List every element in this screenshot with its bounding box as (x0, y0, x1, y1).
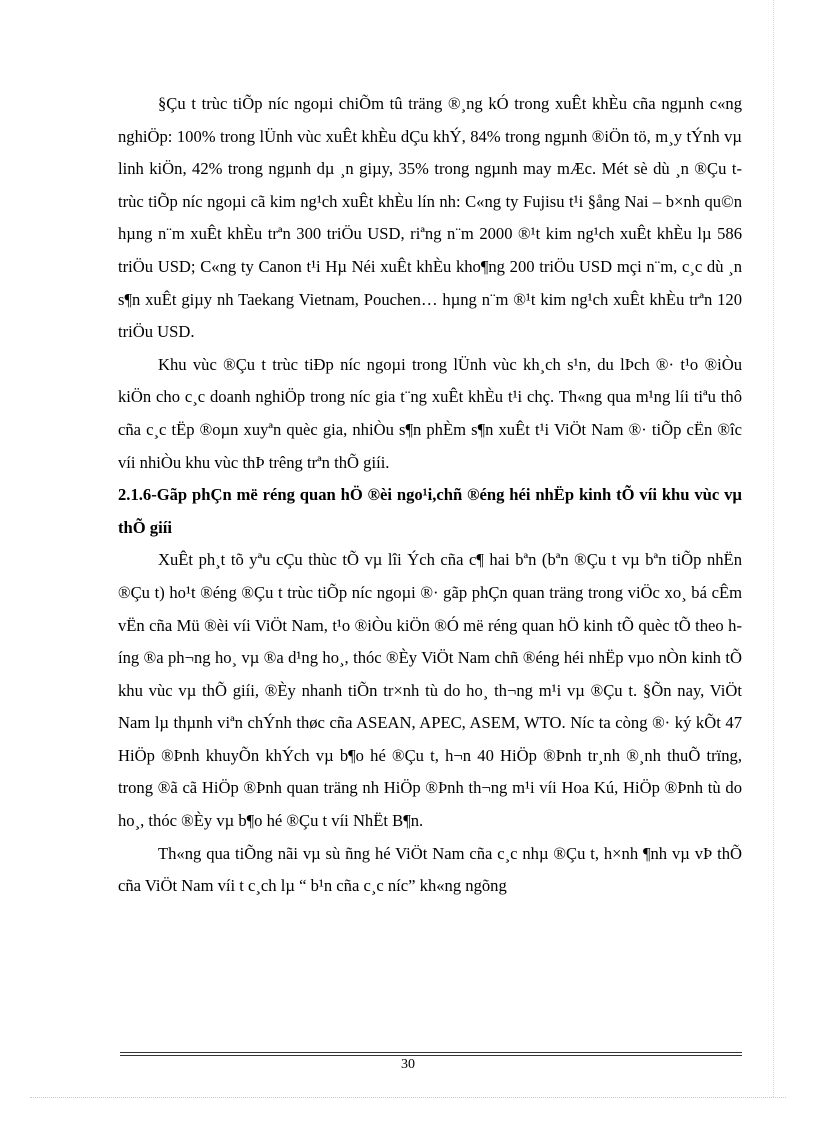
page-number: 30 (401, 1057, 415, 1072)
page-right-edge (773, 0, 774, 1097)
paragraph-fdi-exports: §Çu t trùc tiÕp níc ngoµi chiÕm tû träng ®¸ng kÓ trong xuÊt khÈu cña ngµnh c«ng nghiÖp: 100% trong lÜnh vùc xuÊt khÈu dÇu khÝ, 84% trong ngµnh ®iÖn tö, m¸y tÝnh vµ linh kiÖn, 42% trong ngµnh dµ ¸n giµy, 35% trong ngµnh may mÆc. Mét sè dù ¸n ®Çu t trùc tiÕp níc ngoµi cã kim ng¹ch xuÊt khÈu lín nh: C«ng ty Fujisu t¹i §ång Nai – b×nh qu©n hµng n¨m xuÊt khÈu trªn 300 triÖu USD, riªng n¨m 2000 ®¹t kim ng¹ch xuÊt khÈu lµ 586 triÖu USD; C«ng ty Canon t¹i Hµ Néi xuÊt khÈu kho¶ng 200 triÖu USD mçi n¨m, c¸c dù ¸n s¶n xuÊt giµy nh Taekang Vietnam, Pouchen… hµng n¨m ®¹t kim ng¹ch xuÊt khÈu trªn 120 triÖu USD. (118, 94, 742, 342)
page-bottom-edge (30, 1097, 786, 1098)
page-content (118, 88, 742, 903)
section-heading-2-1-6: 2.1.6-Gãp phÇn më réng quan hÖ ®èi ngo¹i,chñ ®éng héi nhËp kinh tÕ víi khu vùc vµ thÕ giíi (118, 485, 742, 537)
paragraph-fdi-tourism: Khu vùc ®Çu t trùc tiÐp níc ngoµi trong lÜnh vùc kh¸ch s¹n, du lÞch ®· t¹o ®iÒu kiÖn cho c¸c doanh nghiÖp trong níc gia t¨ng xuÊt khÈu t¹i chç. Th«ng qua m¹ng líi tiªu thô cña c¸c tËp ®oµn xuyªn quèc gia, nhiÒu s¶n phÈm s¶n xuÊt t¹i ViÖt Nam ®· tiÕp cËn ®îc víi nhiÒu khu vùc thÞ trêng trªn thÕ giíi. (118, 354, 742, 472)
paragraph-investor-support: Th«ng qua tiÕng nãi vµ sù ñng hé ViÖt Nam cña c¸c nhµ ®Çu t, h×nh ¶nh vµ vÞ thÕ cña ViÖt Nam víi t c¸ch lµ “ b¹n cña c¸c níc” kh«ng ngõng (118, 843, 742, 896)
paragraph-fdi-foreign-relations: XuÊt ph¸t tõ yªu cÇu thùc tÕ vµ lîi Ých cña c¶ hai bªn (bªn ®Çu t vµ bªn tiÕp nhËn ®Çu t) ho¹t ®éng ®Çu t trùc tiÕp níc ngoµi ®· gãp phÇn quan träng trong viÖc xo¸ bá cÊm vËn cña Mü ®èi víi ViÖt Nam, t¹o ®iÒu kiÖn ®Ó më réng quan hÖ kinh tÕ quèc tÕ theo híng ®a ph¬ng ho¸ vµ ®a d¹ng ho¸, thóc ®Èy ViÖt Nam chñ ®éng héi nhËp vµo nÒn kinh tÕ khu vùc vµ thÕ giíi, ®Èy nhanh tiÕn tr×nh tù do ho¸ th¬ng m¹i vµ ®Çu t. §Õn nay, ViÖt Nam lµ thµnh viªn chÝnh thøc cña ASEAN, APEC, ASEM, WTO. Níc ta còng ®· ký kÕt 47 HiÖp ®Þnh khuyÕn khÝch vµ b¶o hé ®Çu t, h¬n 40 HiÖp ®Þnh tr¸nh ®¸nh thuÕ trïng, trong ®ã cã HiÖp ®Þnh quan träng nh HiÖp ®Þnh th¬ng m¹i víi Hoa Kú, HiÖp ®Þnh tù do ho¸, thóc ®Èy vµ b¶o hé ®Çu t víi NhËt B¶n. (118, 550, 742, 831)
